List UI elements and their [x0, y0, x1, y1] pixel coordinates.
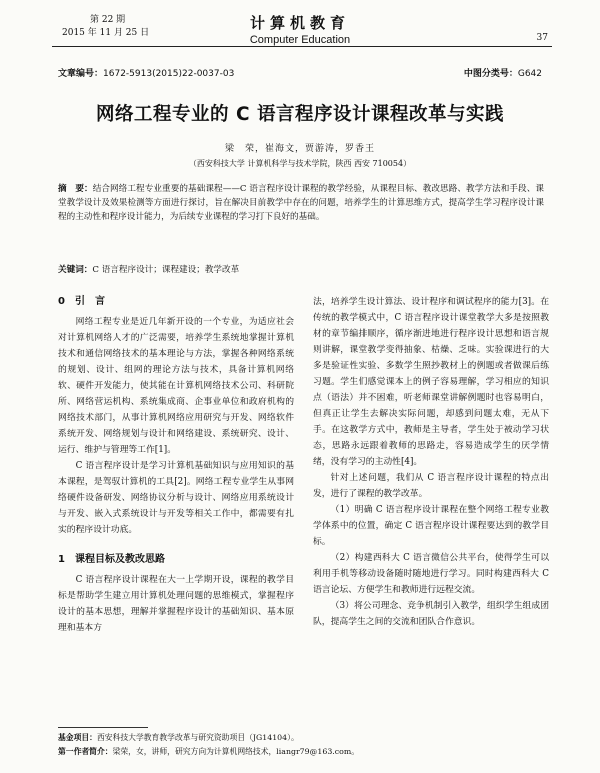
paragraph: C 语言程序设计课程在大一上学期开设，课程的教学目标是帮助学生建立用计算机处理问题的思维模式，掌握程序设计的基本思想，理解并掌握程序设计的基础知识、基本原理和基本方	[58, 575, 294, 633]
right-column	[313, 294, 549, 630]
author-list: 梁 荣，崔海文，贾游涛，罗香王	[224, 144, 375, 154]
page-number: 37	[536, 33, 548, 43]
paragraph: （3）将公司理念、竞争机制引入教学，组织学生组成团队，提高学生之间的交流和团队合作意识。	[313, 601, 549, 627]
keywords	[58, 263, 544, 275]
clc-number	[464, 66, 542, 79]
abstract-text: 结合网络工程专业重要的基础课程——C 语言程序设计课程的教学经验，从课程目标、教改思路、教学方法和手段、课堂教学设计及效果检测等方面进行探讨，旨在解决目前教学中存在的问题，培养学生的计算思维方式，提高学生学习程序设计课程的主动性和程序设计能力，为后续专业课程的学习打下良好的基础。	[58, 184, 544, 222]
author-bio-label: 第一作者简介：	[58, 747, 113, 756]
issue-number: 第 22 期	[90, 15, 126, 25]
article-number	[58, 66, 234, 79]
journal-name-cn: 计算机教育	[249, 14, 350, 32]
article-number-value: 1672-5913(2015)22-0037-03	[103, 69, 235, 79]
paper-title: 网络工程专业的 C 语言程序设计课程改革与实践	[96, 104, 504, 125]
keywords-text: C 语言程序设计；课程建设；教学改革	[92, 265, 240, 275]
left-column	[58, 294, 294, 636]
funding-footnote	[58, 731, 548, 744]
funding-text: 西安科技大学教育教学改革与研究资助项目（JG14104）。	[96, 733, 299, 742]
paragraph: （2）构建西科大 C 语言微信公共平台，使得学生可以利用手机等移动设备随时随地进行学习。同时构建西科大 C 语言论坛、方便学生和教师进行远程交流。	[313, 553, 549, 595]
paragraph: 法，培养学生设计算法、设计程序和调试程序的能力[3]。在传统的教学模式中，C 语言程序设计课堂教学大多是按照教材的章节编排顺序，循序渐进地进行程序设计思想和语言规则讲解，课堂教学变得抽象、枯燥、乏味。实验课进行的大多是验证性实验、多数学生照抄教材上的例题或者做课后练习题。学生们感觉课本上的例子容易理解，学习相应的知识点（语法）并不困难，听老师课堂讲解例题时也容易明白，但真正让学生去解决实际问题，却感到问题太难，无从下手。在这教学方式中，教师是主导者，学生处于被动学习状态，思路永远跟着教师的思路走，容易造成学生的厌学情绪，没有学习的主动性[4]。	[313, 297, 549, 467]
author-footnote	[58, 745, 548, 758]
paragraph: 网络工程专业是近几年新开设的一个专业，为适应社会对计算机网络人才的广泛需要，培养学生系统地掌握计算机技术和通信网络技术的基本理论与方法，掌握各种网络系统的规划、设计、组网的理论方法与技术，具备计算机网络软、硬件开发能力，使其能在计算机网络技术公司、科研院所、网络营运机构、系统集成商、企事业单位和政府机构的网络技术部门，从事计算机网络应用研究与开发、网络软件系统开发、网络规划与设计和网络建设、系统研究、设计、运行、维护与管理等工作[1]。	[58, 317, 294, 455]
article-number-label: 文章编号：	[58, 69, 104, 79]
clc-value: G642	[517, 69, 542, 79]
paragraph: 针对上述问题，我们从 C 语言程序设计课程的特点出发，进行了课程的教学改革。	[313, 473, 549, 499]
paragraph: C 语言程序设计是学习计算机基础知识与应用知识的基本课程，是驾驭计算机的工具[2]。网络工程专业学生从事网络硬件设备研发、网络协议分析与设计、网络应用系统设计与开发、嵌入式系统设计与开发等相关工作中，都需要有扎实的程序设计功底。	[58, 461, 294, 535]
issue-date: 2015 年 11 月 25 日	[62, 28, 150, 38]
author-affiliation: （西安科技大学 计算机科学与技术学院，陕西 西安 710054）	[188, 159, 412, 168]
section-1-heading: 1 课程目标及教改思路	[58, 554, 165, 565]
clc-label: 中图分类号：	[463, 69, 518, 79]
section-0-heading: 0 引 言	[58, 296, 105, 307]
journal-name-en: Computer Education	[249, 34, 351, 46]
abstract-label: 摘 要：	[58, 184, 93, 194]
header-divider	[52, 46, 552, 47]
abstract	[58, 182, 544, 224]
keywords-label: 关键词：	[58, 265, 93, 275]
funding-label: 基金项目：	[58, 733, 97, 742]
journal-masthead	[0, 12, 600, 46]
author-bio-text: 梁荣，女，讲师，研究方向为计算机网络技术，liangr79@163.com。	[112, 747, 360, 756]
footnote-divider	[58, 727, 148, 728]
paragraph: （1）明确 C 语言程序设计课程在整个网络工程专业教学体系中的位置，确定 C 语言程序设计课程要达到的教学目标。	[313, 505, 549, 547]
